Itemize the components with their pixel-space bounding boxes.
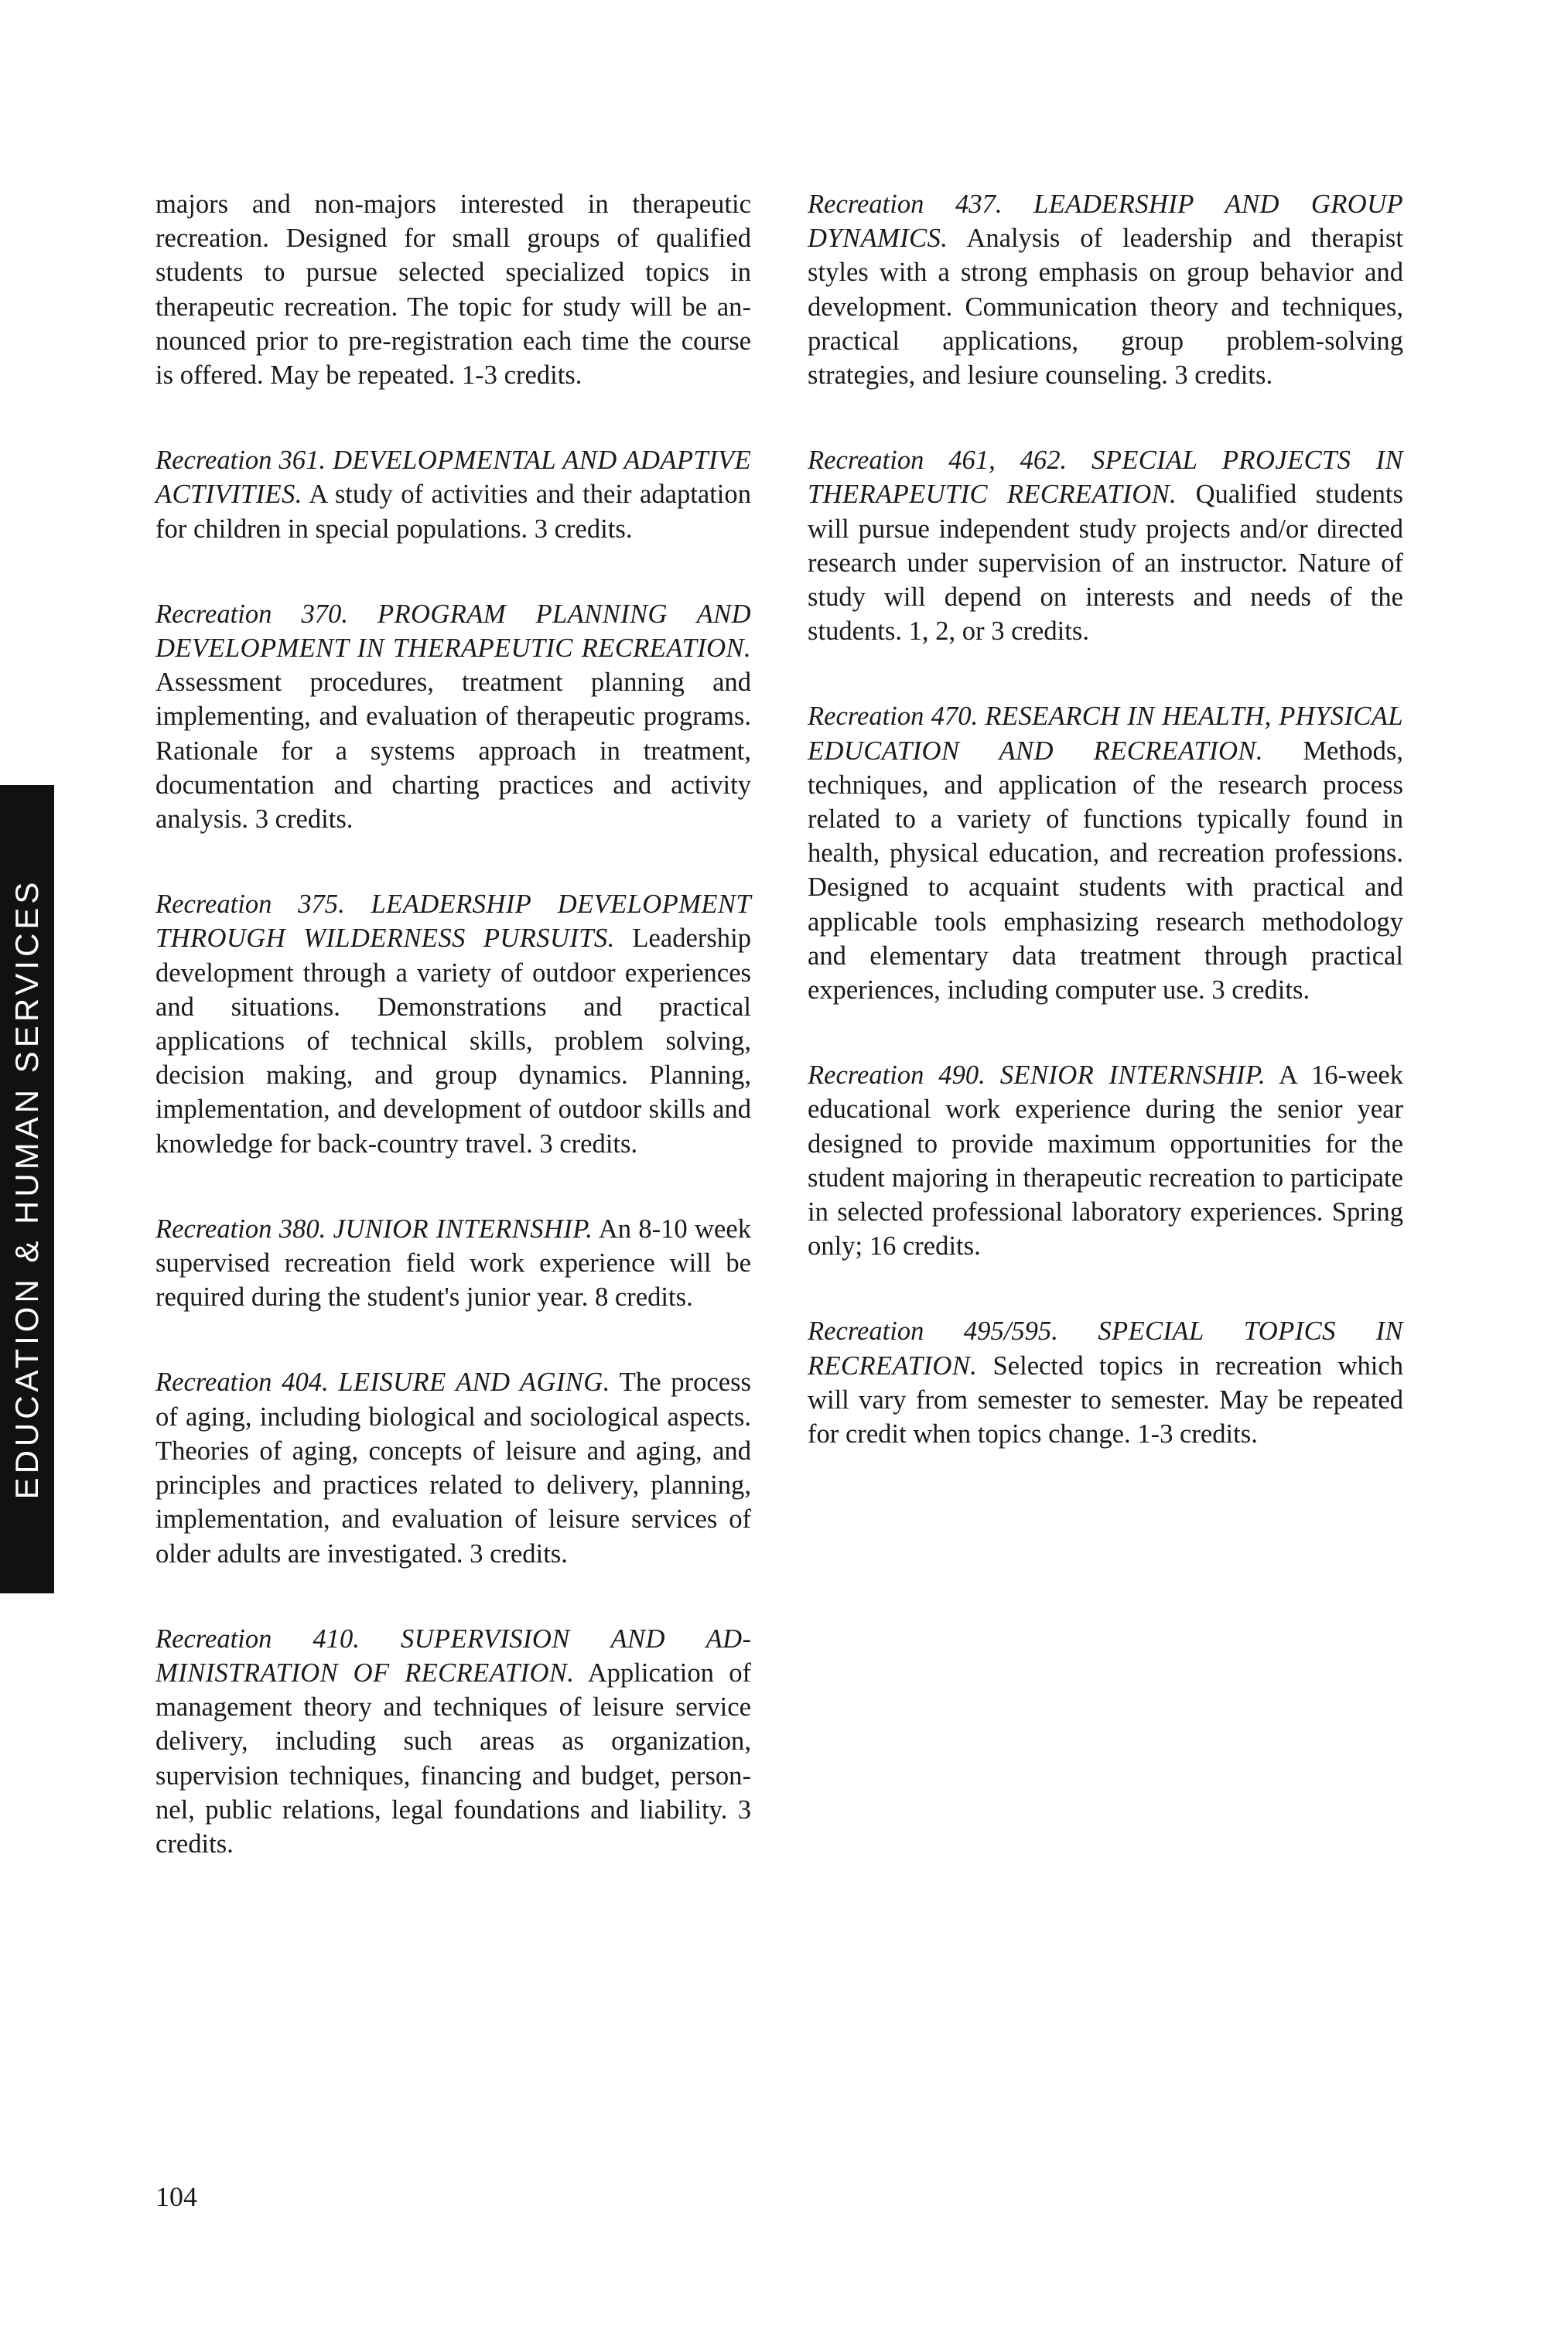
course-description: majors and non-majors interested in therapeutic recreation. Designed for small groups of qualified students to pursue selected specialized topics in therapeutic recreation. The topic for study will be announced prior to pre-registration each time the course is offered. May be repeated. 1-3 credits.	[155, 190, 751, 391]
course-continuation	[155, 187, 751, 392]
course-title: SUPERVISION AND ADMINISTRATION OF RECREATION.	[155, 1624, 751, 1688]
course-entry	[155, 597, 751, 836]
course-description: Selected topics in recreation which will vary from semester to semester. May be repeated for credit when topics change. 1-3 credits.	[808, 1350, 1403, 1449]
course-entry	[155, 887, 751, 1161]
course-description: A study of activities and their adaptation for children in special populations. 3 credits.	[155, 480, 751, 544]
course-title: PROGRAM PLANNING AND DEVELOPMENT IN THERAPEUTIC RECREATION.	[155, 599, 751, 664]
course-number: Recreation 370.	[155, 599, 348, 629]
course-title: DEVELOPMENTAL AND ADAPTIVE ACTIVITIES.	[155, 446, 751, 510]
course-description: Qualified students will pursue independent study projects and/or directed research under supervision of an instructor. Nature of study will depend on interests and needs of the students. 1, 2, or 3 credits.	[808, 480, 1403, 647]
course-title: SENIOR INTERNSHIP.	[999, 1060, 1266, 1091]
course-entry	[808, 443, 1403, 648]
left-column	[155, 187, 751, 1912]
course-entry	[155, 443, 751, 546]
course-title: LEISURE AND AGING.	[338, 1368, 610, 1398]
course-description: Analysis of leadership and therapist styles with a strong emphasis on group behavior and development. Communication theory and techniques, practical applications, group problem-solving strategies, and lesiure counseling. 3 credits.	[808, 224, 1403, 391]
course-number: Recreation 461, 462.	[808, 446, 1068, 476]
course-number: Recreation 361.	[155, 446, 326, 476]
course-entry	[808, 187, 1403, 392]
side-tab-label: EDUCATION & HUMAN SERVICES	[9, 878, 45, 1500]
course-description: The process of aging, including biological and sociological aspects. Theories of aging, concepts of leisure and aging, and principles and practices related to delivery, planning, implementation, and evaluation of leisure services of older adults are investigated. 3 credits.	[155, 1368, 751, 1569]
course-title: JUNIOR INTERNSHIP.	[333, 1214, 593, 1244]
course-description: A 16-week educational work experience during the senior year designed to provide maximum opportunities for the student majoring in therapeutic recreation to participate in selected professional laboratory experiences. Spring only; 16 credits.	[808, 1060, 1403, 1262]
course-description: Assessment procedures, treatment planning and implementing, and evaluation of therapeutic programs. Rationale for a systems approach in treatment, documentation and charting practices and activity analysis. 3 credits.	[155, 668, 751, 835]
course-number: Recreation 410.	[155, 1624, 360, 1654]
side-tab	[0, 785, 54, 1593]
page-number: 104	[155, 2181, 197, 2212]
course-entry	[808, 1314, 1403, 1451]
course-description: Leadership development through a variety of outdoor experiences and situations. Demonstrations and practical applications of technical skills, problem solving, decision making, and group dynamics. Planning, implementation, and development of outdoor skills and knowledge for back-country travel. 3 credits.	[155, 924, 751, 1159]
course-description: Application of management theory and techniques of leisure service delivery, including such areas as organization, supervision techniques, financing and budget, personnel, public relations, legal foundations and liability. 3 credits.	[155, 1658, 751, 1859]
course-title: RESEARCH IN HEALTH, PHYSICAL EDUCATION AND RECREATION.	[808, 702, 1403, 766]
course-number: Recreation 470.	[808, 702, 979, 732]
right-column	[808, 187, 1403, 1502]
course-description: An 8-10 week supervised recreation field work experience will be required during the student's junior year. 8 credits.	[155, 1214, 751, 1313]
course-entry	[808, 1058, 1403, 1263]
course-entry	[808, 699, 1403, 1007]
course-number: Recreation 490.	[808, 1060, 986, 1091]
course-entry	[155, 1622, 751, 1861]
course-number: Recreation 375.	[155, 890, 345, 920]
course-number: Recreation 495/595.	[808, 1316, 1058, 1347]
course-title: SPECIAL PROJECTS IN THERAPEUTIC RECREATION.	[808, 446, 1404, 510]
course-title: SPECIAL TOPICS IN RECREATION.	[808, 1316, 1403, 1381]
course-entry	[155, 1212, 751, 1315]
course-number: Recreation 404.	[155, 1368, 329, 1398]
course-description: Methods, techniques, and application of the research process related to a variety of functions typically found in health, physical education, and recreation professions. Designed to acquaint students with practical and applicable tools emphasizing research methodology and elementary data treatment through practical experiences, including computer use. 3 credits.	[808, 736, 1403, 1006]
course-title: LEADERSHIP AND GROUP DYNAMICS.	[808, 190, 1403, 254]
course-number: Recreation 437.	[808, 190, 1003, 219]
course-number: Recreation 380.	[155, 1214, 326, 1244]
course-title: LEADERSHIP DEVELOPMENT THROUGH WILDERNESS PURSUITS.	[155, 890, 751, 954]
course-entry	[155, 1365, 751, 1570]
